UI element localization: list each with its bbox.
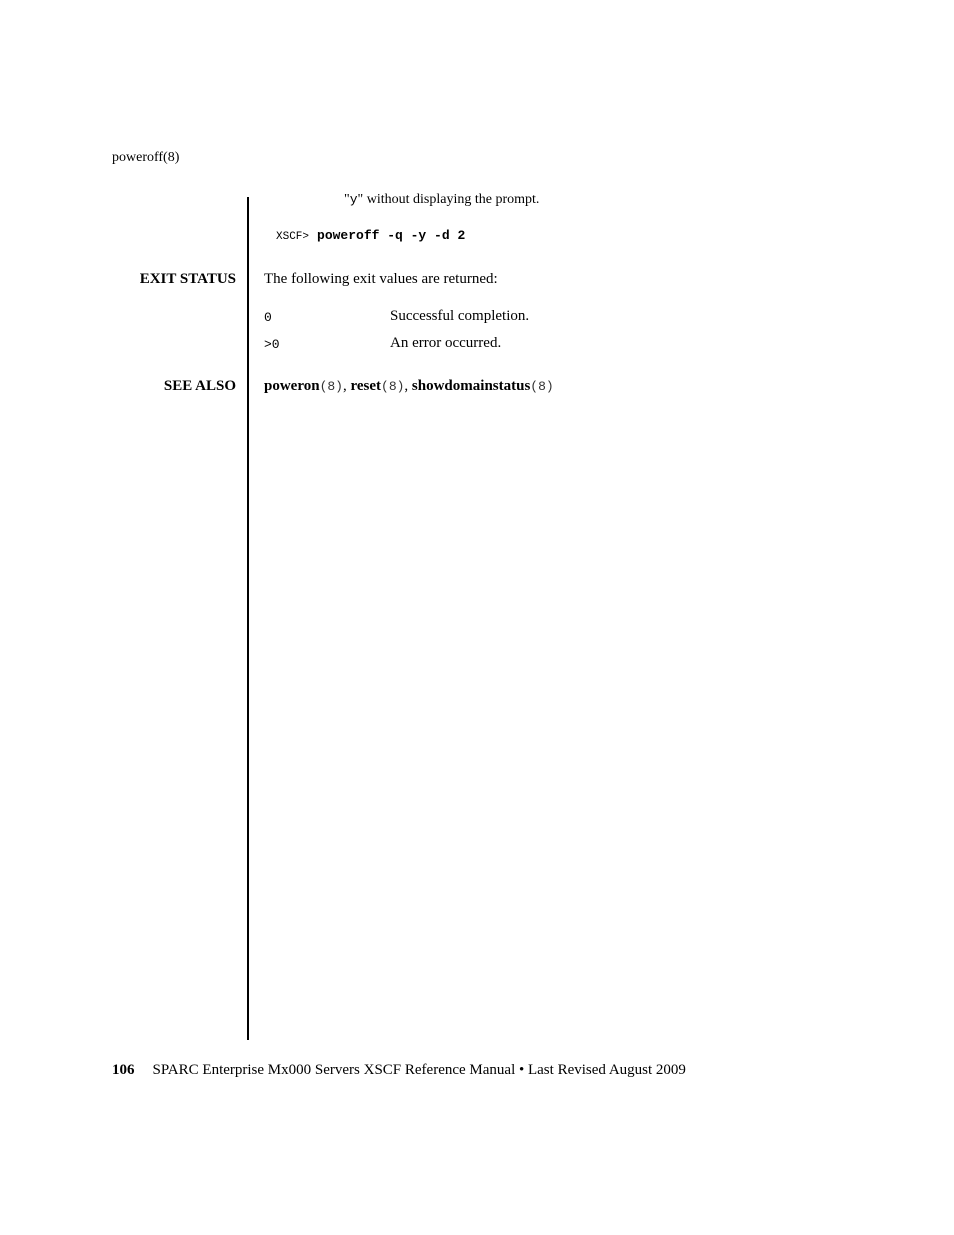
ref-separator: , bbox=[404, 378, 412, 394]
page-number: 106 bbox=[112, 1062, 135, 1078]
exit-description: Successful completion. bbox=[390, 308, 530, 324]
see-also-ref-reset: reset bbox=[350, 378, 382, 394]
command-text: poweroff -q -y -d 2 bbox=[317, 228, 466, 243]
see-also-ref-poweron: poweron bbox=[264, 378, 320, 394]
see-also-ref-showdomainstatus: showdomainstatus bbox=[411, 378, 531, 394]
exit-code: 0 bbox=[264, 310, 272, 325]
ref-separator: , bbox=[342, 378, 351, 394]
ref-section: (8) bbox=[319, 379, 343, 394]
margin-rule bbox=[247, 197, 249, 1040]
page-footer bbox=[112, 1062, 686, 1079]
footer-text: SPARC Enterprise Mx000 Servers XSCF Reference Manual • Last Revised August 2009 bbox=[152, 1062, 686, 1078]
exit-description: An error occurred. bbox=[390, 335, 502, 351]
exit-code: >0 bbox=[264, 337, 280, 352]
exit-status-heading: EXIT STATUS bbox=[139, 271, 236, 287]
see-also-heading: SEE ALSO bbox=[163, 378, 236, 394]
exit-status-intro: The following exit values are returned: bbox=[264, 271, 498, 287]
running-header: poweroff(8) bbox=[112, 150, 180, 165]
quote-open: " bbox=[344, 192, 350, 207]
continuation-text: " without displaying the prompt. bbox=[357, 192, 540, 207]
example-command bbox=[276, 228, 465, 243]
ref-section: (8) bbox=[530, 379, 554, 394]
example-continuation bbox=[344, 192, 539, 208]
ref-section: (8) bbox=[381, 379, 405, 394]
xscf-prompt: XSCF> bbox=[276, 231, 310, 243]
inline-code-y: y bbox=[349, 192, 358, 207]
see-also-list bbox=[264, 378, 554, 395]
